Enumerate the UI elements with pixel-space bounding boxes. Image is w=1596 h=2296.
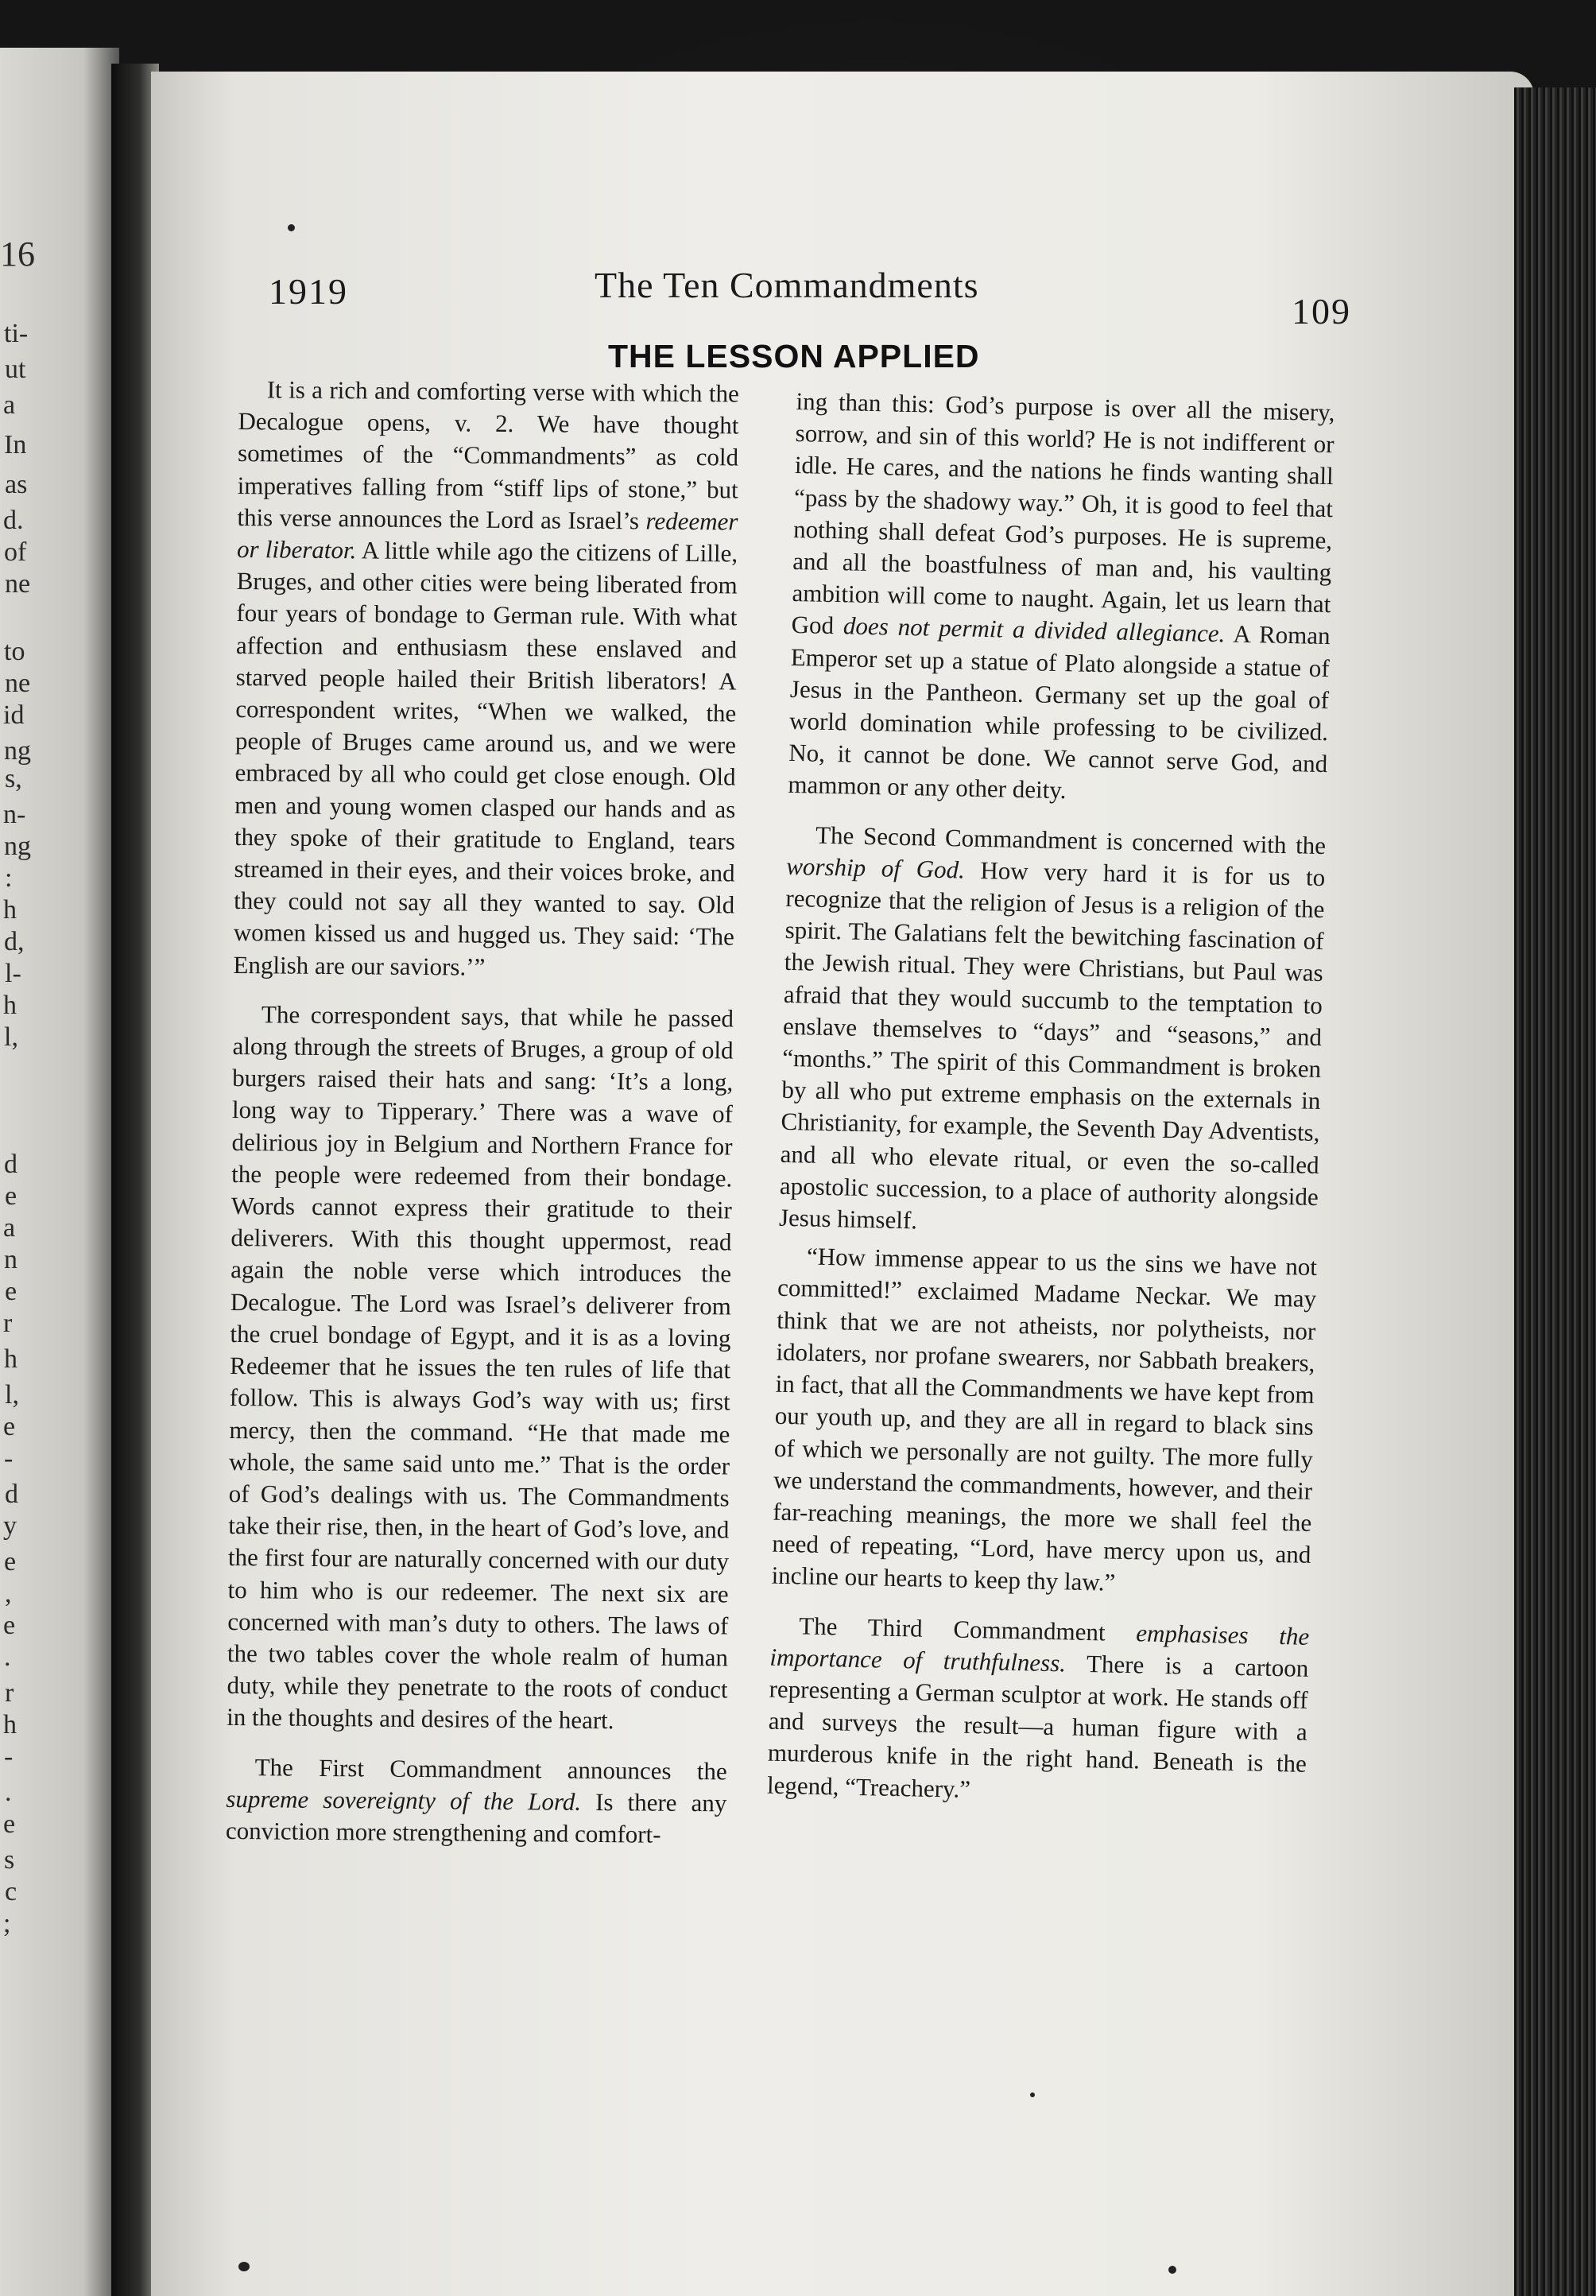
page-number: 109 — [1292, 291, 1351, 332]
left-page-fragment: h — [3, 1710, 17, 1739]
left-page-fragment: h — [3, 895, 17, 925]
left-page-fragment: l, — [5, 1380, 19, 1410]
left-page-fragment: n — [4, 1245, 17, 1274]
left-page-fragment: ; — [3, 1909, 11, 1938]
left-page-fragment: y — [3, 1511, 17, 1541]
paragraph: The Third Commandment emphasises the importance of truthfulness. There is a cartoon representing a German sculptor at work. He stands off and surveys the result—a human figure with a murderous knife in the right hand. Beneath is the legend, “Treachery.” — [766, 1611, 1310, 1803]
emphasis: redeemer or liberator. — [236, 506, 738, 564]
left-page-fragment: r — [3, 1309, 13, 1338]
ink-speck — [238, 2262, 250, 2271]
left-page-fragment: d. — [3, 506, 24, 535]
left-page-fragment: as — [5, 470, 28, 499]
left-page-fragment: s, — [5, 764, 22, 793]
emphasis: does not permit a divided allegiance. — [843, 611, 1226, 648]
left-page-fragment: - — [4, 1444, 14, 1473]
left-page-fragment: l, — [4, 1022, 18, 1052]
left-page-fragment: e — [5, 1277, 17, 1306]
ink-speck — [1030, 2092, 1035, 2097]
left-page-fragment: l- — [5, 959, 21, 988]
header-title: The Ten Commandments — [595, 265, 979, 305]
emphasis: emphasises the importance of truthfulness. — [769, 1618, 1310, 1677]
left-page-fragment: to — [4, 637, 25, 666]
left-column — [226, 374, 739, 1852]
paragraph: ing than this: God’s purpose is over all the misery, sorrow, and sin of this world? He is not indifferent or idle. He cares, and the nations he finds wanting shall “pass by the shadowy way.” Oh, it is good to feel that nothing shall defeat God’s purposes. He is supreme, and all the boastfulness of man and, his vaulting ambition will come to naught. Again, let us learn that God does not permit a divided allegiance. A Roman Emperor set up a statue of Plato alongside a statue of Jesus in the Pantheon. Germany set up the goal of world domination while professing to be civilized. No, it cannot be done. We cannot serve God, and mammon or any other deity. — [788, 386, 1335, 805]
left-page-fragment: ti- — [4, 319, 29, 348]
left-page-fragment: h — [4, 1344, 17, 1374]
left-page-fragment: In — [4, 430, 27, 460]
emphasis: supreme sovereignty of the Lord. — [226, 1784, 582, 1816]
left-page-fragment: e — [5, 1181, 17, 1211]
left-page-edge — [0, 48, 119, 2296]
left-page-fragment: : — [5, 863, 13, 893]
page-stack-edge — [1514, 87, 1596, 2296]
paragraph: The Second Commandment is concerned with the worship of God. How very hard it is for us to recognize that the religion of Jesus is a religion of the spirit. The Galatians felt the bewitching fascination of the Jewish ritual. They were Christians, but Paul was afraid that they would succumb to the temptation to enslave themselves to “days” and “seasons,” and “months.” The spirit of this Commandment is broken by all who put extreme emphasis on the externals in Christianity, for example, the Seventh Day Adventists, and all who elevate ritual, or even the so-called apostolic succession, to a place of authority alongside Jesus himself. — [778, 820, 1327, 1235]
paragraph: “How immense appear to us the sins we have not committed!” exclaimed Madame Neckar. We may think that we are not atheists, nor polytheists, nor idolaters, nor profane swearers, nor Sabbath breakers, in fact, that all the Commandments we have kept from our youth up, and they are all in regard to black sins of which we personally are not guilty. The more fully we understand the commandments, however, and their far-reaching meanings, the more we shall feel the need of repeating, “Lord, have mercy upon us, and incline our hearts to keep thy law.” — [771, 1242, 1318, 1597]
left-page-fragment: ut — [5, 355, 26, 384]
left-page-fragment: ne — [5, 669, 31, 698]
left-page-fragment: a — [3, 390, 16, 420]
left-page-fragment: . — [4, 1642, 11, 1672]
ink-speck — [1168, 2266, 1176, 2274]
left-page-fragment: e — [3, 1809, 16, 1839]
left-page-fragment: 16 — [0, 235, 35, 273]
running-header — [0, 265, 1596, 332]
left-page-fragment: h — [3, 991, 17, 1020]
left-page-fragment: d, — [4, 927, 25, 956]
left-page-fragment: e — [3, 1611, 16, 1640]
left-page-fragment: - — [4, 1742, 14, 1771]
right-column — [767, 386, 1335, 1813]
left-page-fragment: . — [5, 1778, 12, 1807]
left-page-fragment: ne — [5, 569, 31, 599]
paragraph: The correspondent says, that while he passed along through the streets of Bruges, a group of old burgers raised their hats and sang: ‘It’s a long, long way to Tipperary.’ There was a wave of delirious joy in Belgium and Northern France for the people were redeemed from their bondage. Words cannot express their gratitude to their deliverers. With this thought uppermost, read again the noble verse which introduces the Decalogue. The Lord was Israel’s deliverer from the cruel bondage of Egypt, and it is as a loving Redeemer that he issues the ten rules of life that follow. This is always God’s way with us; first mercy, then the command. “He that made me whole, the same said unto me.” That is the order of God’s dealings with us. The Commandments take their rise, then, in the heart of God’s love, and the first four are naturally concerned with our duty to him who is our redeemer. The next six are concerned with man’s duty to others. The laws of the two tables cover the whole realm of human duty, while they penetrate to the roots of conduct in the thoughts and desires of the heart. — [227, 1000, 734, 1735]
paragraph: It is a rich and comforting verse with which the Decalogue opens, v. 2. We have thought sometimes of the “Commandments” as cold imperatives falling from “stiff lips of stone,” but this verse announces the Lord as Israel’s redeemer or liberator. A little while ago the citizens of Lille, Bruges, and other cities were being liberated from four years of bondage to German rule. With what affection and enthusiasm these enslaved and starved people hailed their British liberators! A correspondent writes, “When we walked, the people of Bruges came around us, and we were embraced by all who could get close enough. Old men and young women clasped our hands and as they spoke of their gratitude to England, tears streamed in their eyes, and their voices broke, and they could not say all they wanted to say. Old women kissed us and hugged us. They said: ‘The English are our saviors.’” — [233, 375, 739, 981]
left-page-fragment: id — [3, 700, 25, 730]
left-page-fragment: e — [4, 1547, 17, 1577]
left-page-fragment: a — [3, 1213, 16, 1243]
left-page-fragment: ng — [4, 832, 31, 861]
left-page-fragment: , — [5, 1579, 12, 1608]
left-page-fragment: d — [4, 1150, 17, 1179]
paragraph: The First Commandment announces the supreme sovereignty of the Lord. Is there any conviction more strengthening and comfort- — [225, 1752, 727, 1848]
left-page-fragment: d — [5, 1480, 18, 1509]
section-heading: THE LESSON APPLIED — [608, 338, 980, 374]
emphasis: worship of God. — [785, 851, 966, 884]
header-year: 1919 — [269, 271, 348, 312]
left-page-fragment: r — [5, 1678, 14, 1708]
ink-speck — [288, 224, 295, 231]
left-page-fragment: e — [3, 1412, 16, 1441]
left-page-fragment: c — [5, 1877, 17, 1906]
left-page-fragment: n- — [3, 800, 26, 829]
left-page-fragment: s — [4, 1845, 15, 1875]
left-page-fragment: ng — [4, 736, 31, 766]
left-page-fragment: of — [4, 537, 27, 567]
